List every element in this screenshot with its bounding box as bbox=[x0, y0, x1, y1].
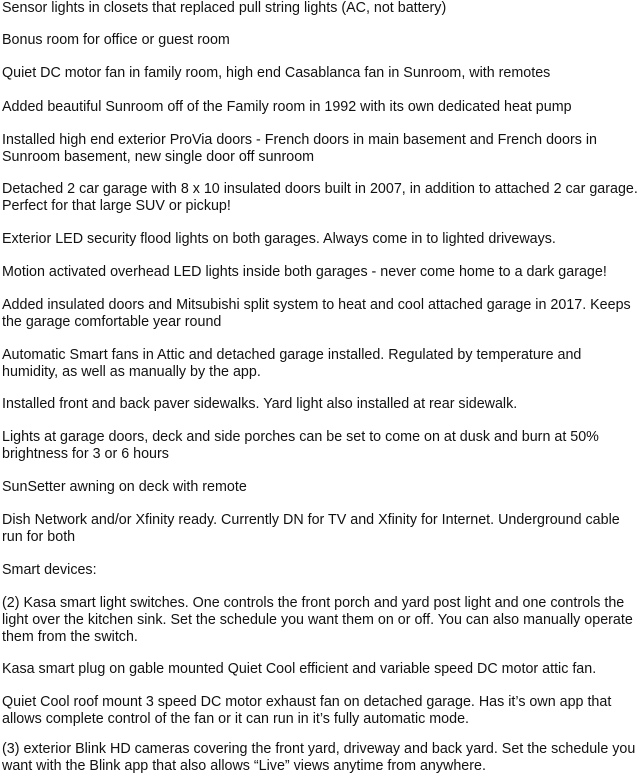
paragraph-10 bbox=[2, 347, 640, 381]
text-line: Installed high end exterior ProVia doors - French doors in main basement and French doors in bbox=[2, 132, 597, 148]
text-line: Bonus room for office or guest room bbox=[2, 32, 230, 48]
text-line: Added insulated doors and Mitsubishi split system to heat and cool attached garage in 2017. Keeps bbox=[2, 297, 631, 313]
text-line: light over the kitchen sink. Set the schedule you want them on or off. You can also manually operate bbox=[2, 612, 633, 628]
text-line: Sensor lights in closets that replaced pull string lights (AC, not battery) bbox=[2, 0, 447, 16]
paragraph-15 bbox=[2, 562, 640, 579]
paragraph-2 bbox=[2, 32, 640, 49]
paragraph-14 bbox=[2, 512, 640, 546]
paragraph-6 bbox=[2, 181, 640, 215]
text-line: Added beautiful Sunroom off of the Family room in 1992 with its own dedicated heat pump bbox=[2, 99, 572, 115]
text-line: allows complete control of the fan or it can run in it’s fully automatic mode. bbox=[2, 711, 469, 727]
paragraph-3 bbox=[2, 65, 640, 82]
text-line: Detached 2 car garage with 8 x 10 insulated doors built in 2007, in addition to attached 2 car garage. bbox=[2, 181, 638, 197]
paragraph-13 bbox=[2, 479, 640, 496]
text-line: SunSetter awning on deck with remote bbox=[2, 479, 247, 495]
paragraph-9 bbox=[2, 297, 640, 331]
text-line: humidity, as well as manually by the app. bbox=[2, 364, 261, 380]
text-line: (3) exterior Blink HD cameras covering the front yard, driveway and back yard. Set the schedule you bbox=[2, 741, 636, 757]
text-line: Sunroom basement, new single door off sunroom bbox=[2, 149, 315, 165]
text-line: Dish Network and/or Xfinity ready. Currently DN for TV and Xfinity for Internet. Underground cable bbox=[2, 512, 620, 528]
paragraph-8 bbox=[2, 264, 640, 281]
paragraph-19 bbox=[2, 741, 640, 775]
paragraph-18 bbox=[2, 694, 640, 728]
text-line: Quiet Cool roof mount 3 speed DC motor exhaust fan on detached garage. Has it’s own app that bbox=[2, 694, 612, 710]
text-line: want with the Blink app that also allows “Live” views anytime from anywhere. bbox=[2, 758, 486, 774]
text-line: Smart devices: bbox=[2, 562, 97, 578]
text-line: Installed front and back paver sidewalks. Yard light also installed at rear sidewalk. bbox=[2, 396, 518, 412]
paragraph-12 bbox=[2, 429, 640, 463]
text-line: the garage comfortable year round bbox=[2, 314, 222, 330]
paragraph-1 bbox=[2, 0, 640, 17]
paragraph-4 bbox=[2, 99, 640, 116]
text-line: brightness for 3 or 6 hours bbox=[2, 446, 169, 462]
text-line: Automatic Smart fans in Attic and detached garage installed. Regulated by temperature and bbox=[2, 347, 582, 363]
text-line: Kasa smart plug on gable mounted Quiet Cool efficient and variable speed DC motor attic fan. bbox=[2, 661, 597, 677]
text-line: them from the switch. bbox=[2, 629, 138, 645]
paragraph-17 bbox=[2, 661, 640, 678]
text-line: run for both bbox=[2, 529, 76, 545]
text-line: Motion activated overhead LED lights inside both garages - never come home to a dark garage! bbox=[2, 264, 607, 280]
paragraph-7 bbox=[2, 231, 640, 248]
text-line: Exterior LED security flood lights on both garages. Always come in to lighted driveways. bbox=[2, 231, 556, 247]
paragraph-5 bbox=[2, 132, 640, 166]
text-line: Quiet DC motor fan in family room, high end Casablanca fan in Sunroom, with remotes bbox=[2, 65, 551, 81]
text-line: Perfect for that large SUV or pickup! bbox=[2, 198, 231, 214]
paragraph-16 bbox=[2, 595, 640, 646]
paragraph-11 bbox=[2, 396, 640, 413]
text-line: Lights at garage doors, deck and side porches can be set to come on at dusk and burn at 50% bbox=[2, 429, 599, 445]
text-line: (2) Kasa smart light switches. One controls the front porch and yard post light and one controls the bbox=[2, 595, 625, 611]
